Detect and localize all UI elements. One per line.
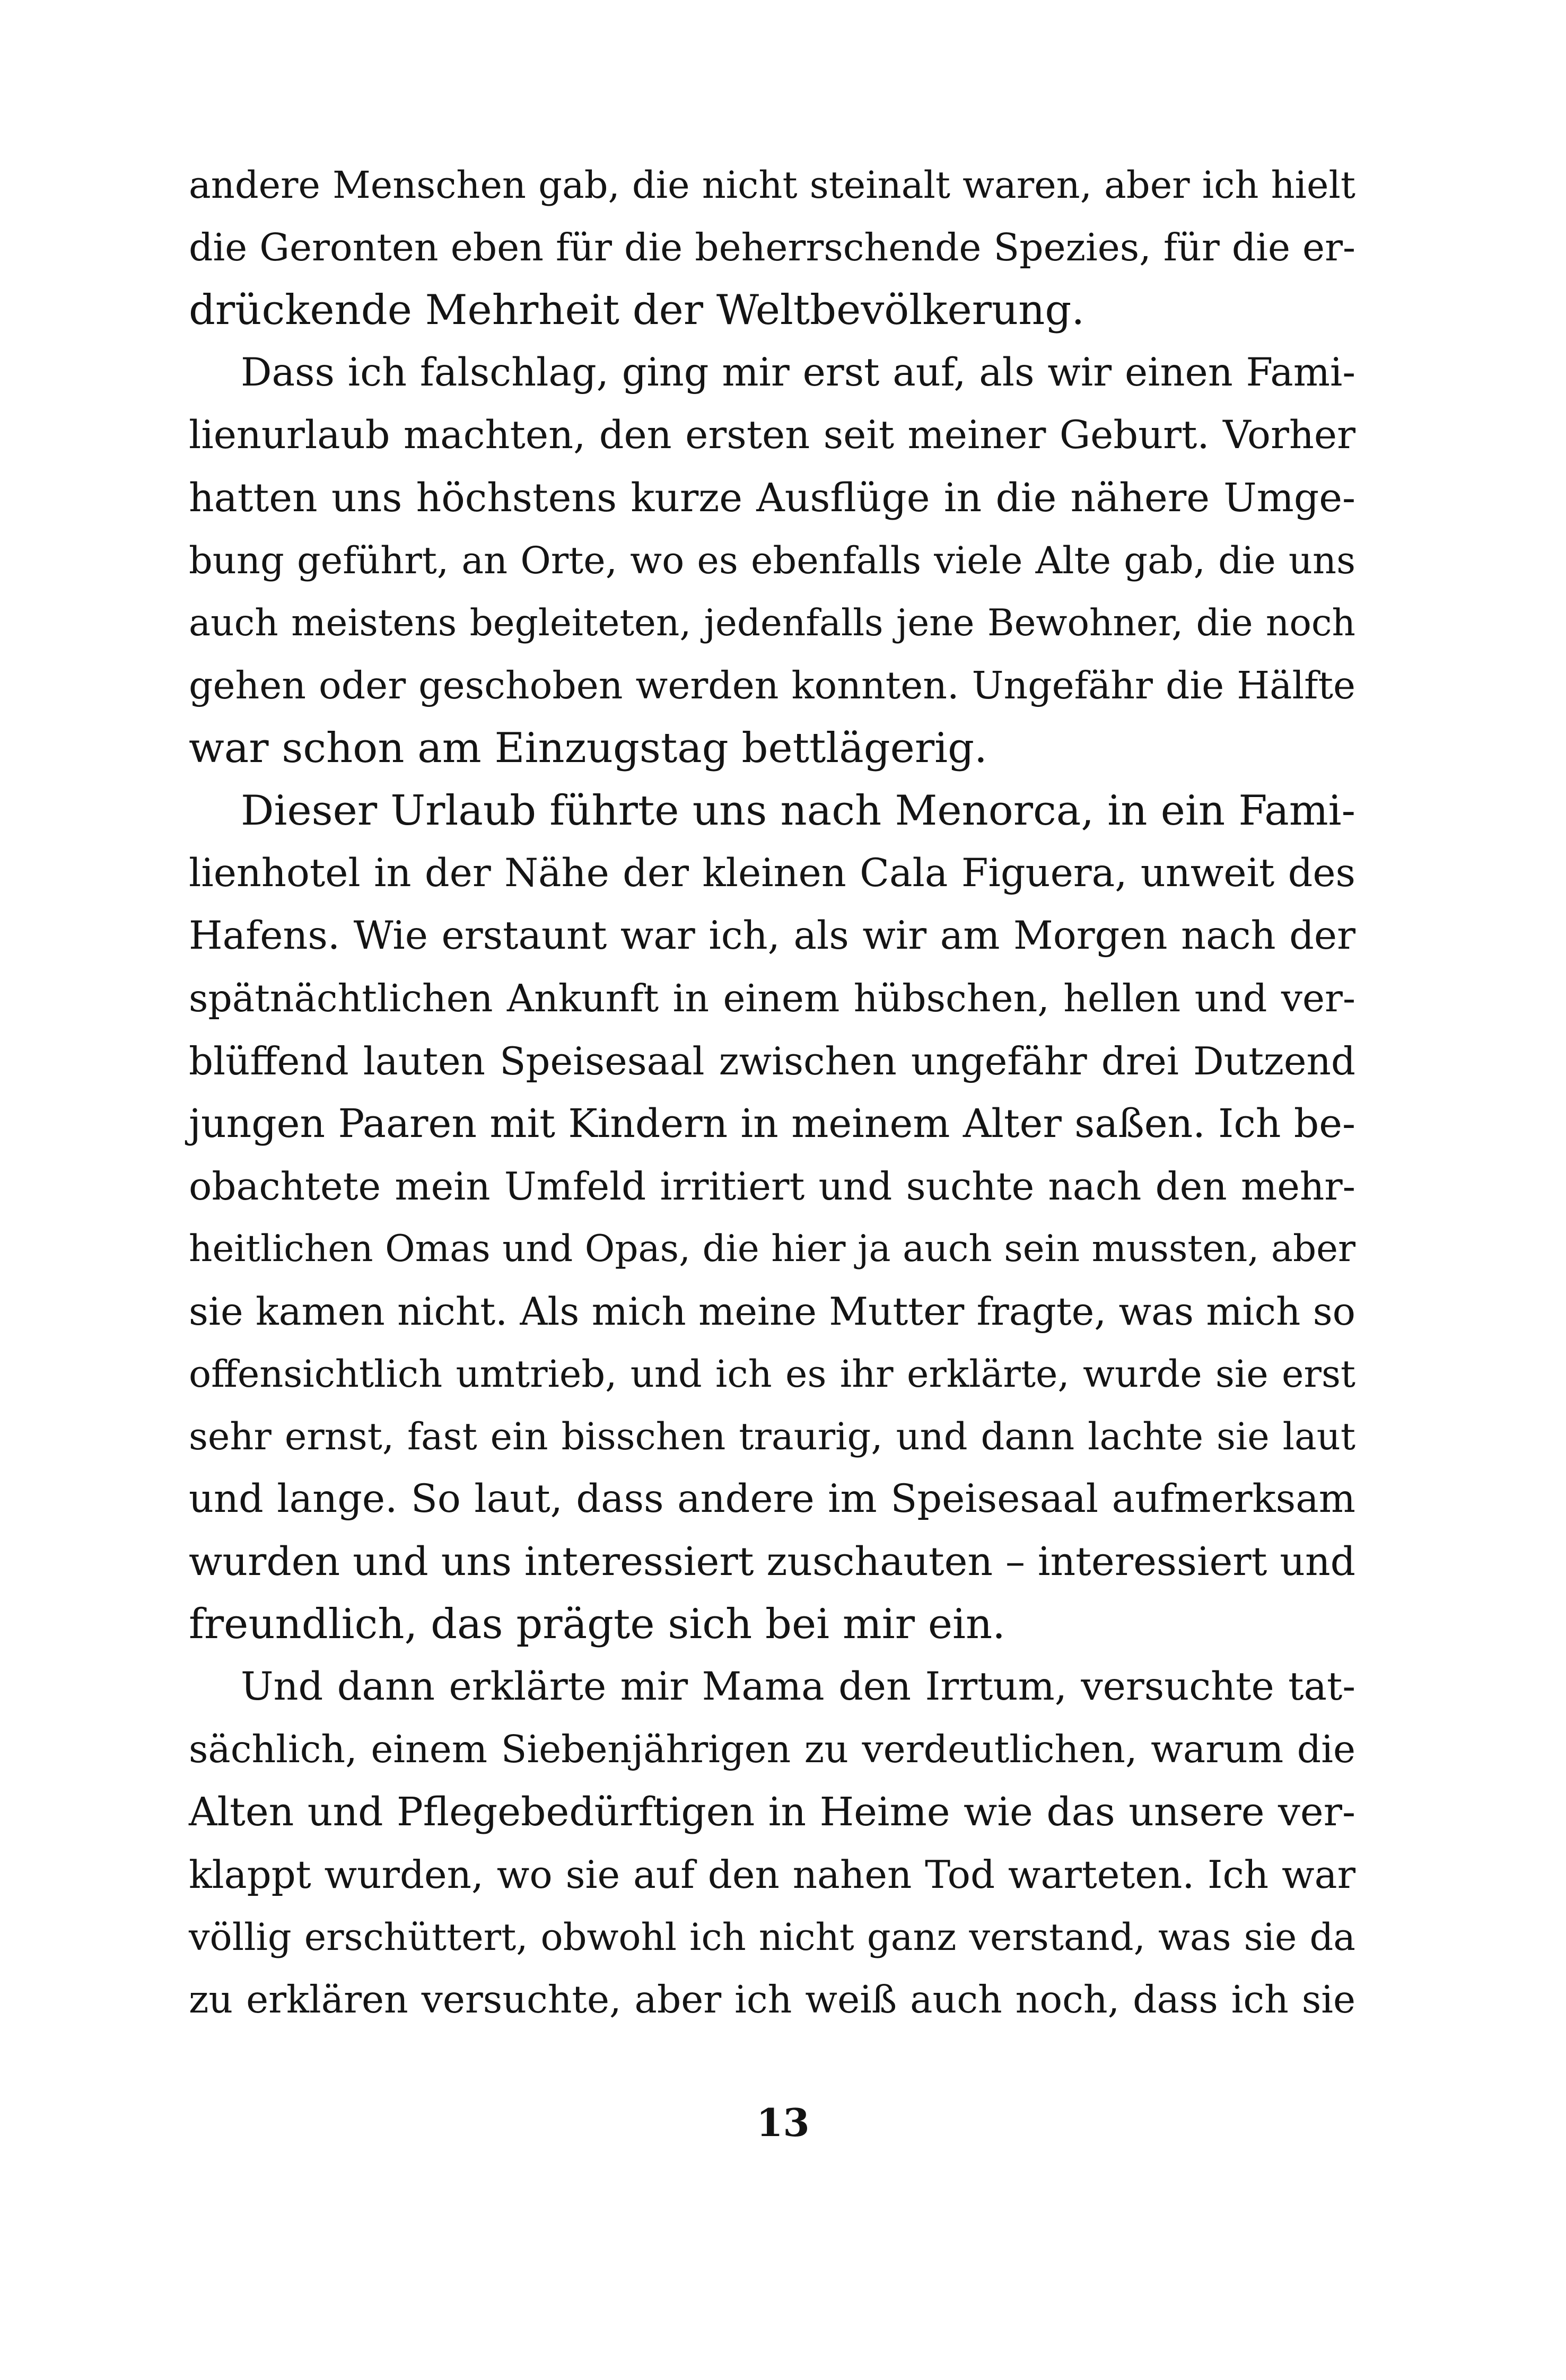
text-line: obachtete mein Umfeld irritiert und suchte nach den mehr- [189,1164,1355,1209]
text-line: lienhotel in der Nähe der kleinen Cala Figuera, unweit des [189,851,1355,896]
paragraph-2 [189,342,1355,780]
text-line: war schon am Einzugstag bettlägerig. [189,724,987,772]
text-line: und lange. So laut, dass andere im Speisesaal aufmerksam [189,1476,1355,1521]
text-line: heitlichen Omas und Opas, die hier ja auch sein mussten, aber [189,1228,1355,1270]
text-line: Dieser Urlaub führte uns nach Menorca, in ein Fami- [241,787,1355,835]
text-line: jungen Paaren mit Kindern in meinem Alter saßen. Ich be- [189,1101,1355,1147]
paragraph-3 [189,780,1355,1656]
text-line: sehr ernst, fast ein bisschen traurig, und dann lachte sie laut [189,1415,1355,1458]
text-line: auch meistens begleiteten, jedenfalls jene Bewohner, die noch [189,602,1355,644]
text-line: offensichtlich umtrieb, und ich es ihr erklärte, wurde sie erst [189,1352,1355,1396]
text-line: blüffend lauten Speisesaal zwischen ungefähr drei Dutzend [189,1039,1355,1083]
text-line: völlig erschüttert, obwohl ich nicht ganz verstand, was sie da [189,1915,1355,1959]
text-line: hatten uns höchstens kurze Ausflüge in die nähere Umge- [189,475,1355,521]
text-line: zu erklären versuchte, aber ich weiß auch noch, dass ich sie [189,1978,1355,2022]
text-line: Hafens. Wie erstaunt war ich, als wir am Morgen nach der [189,913,1355,958]
text-line: gehen oder geschoben werden konnten. Ungefähr die Hälfte [189,663,1355,707]
text-line: freundlich, das prägte sich bei mir ein. [189,1600,1005,1648]
text-line: spätnächtlichen Ankunft in einem hübschen, hellen und ver- [189,976,1355,1020]
text-line: Und dann erklärte mir Mama den Irrtum, versuchte tat- [241,1664,1355,1709]
text-line: sächlich, einem Siebenjährigen zu verdeutlichen, warum die [189,1727,1355,1771]
text-line: klappt wurden, wo sie auf den nahen Tod warteten. Ich war [189,1852,1355,1897]
page-number: 13 [756,2100,810,2145]
text-line: wurden und uns interessiert zuschauten – interessiert und [189,1539,1355,1585]
text-line: die Geronten eben für die beherrschende Spezies, für die er- [189,225,1355,269]
text-line: sie kamen nicht. Als mich meine Mutter fragte, was mich so [189,1289,1355,1334]
text-line: Dass ich falschlag, ging mir erst auf, als wir einen Fami- [241,350,1355,395]
text-line: drückende Mehrheit der Weltbevölkerung. [189,286,1085,334]
page-body [189,154,1355,2031]
text-line: andere Menschen gab, die nicht steinalt waren, aber ich hielt [189,163,1355,207]
text-line: bung geführt, an Orte, wo es ebenfalls viele Alte gab, die uns [189,539,1355,582]
text-line: lienurlaub machten, den ersten seit meiner Geburt. Vorher [189,413,1355,458]
text-line: Alten und Pflegebedürftigen in Heime wie das unsere ver- [189,1789,1355,1835]
paragraph-1 [189,154,1355,342]
paragraph-4 [189,1656,1355,2031]
